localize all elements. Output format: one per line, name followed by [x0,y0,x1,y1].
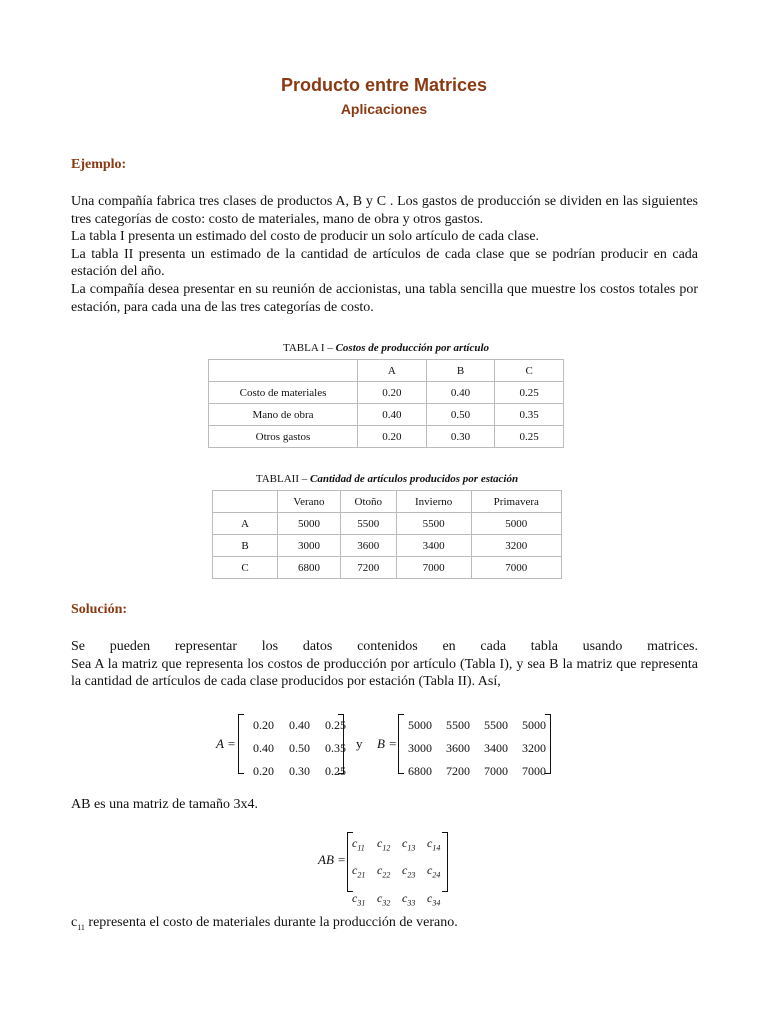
matrix-entry-symbol: c [377,863,383,878]
table1-caption-prefix: TABLA I – [283,342,336,354]
table-row [209,426,564,448]
table1 [208,359,564,448]
matrix-entry-symbol: c [402,863,408,878]
matrix-entry-subscript: 23 [407,870,416,880]
matrix-entry-symbol: c [402,890,408,905]
matrix-entry-subscript: 11 [357,843,365,853]
matrix-a-label: A = [216,736,236,751]
matrix-entry-subscript: 22 [382,870,391,880]
solution-text [71,638,698,691]
matrix-entry-subscript: 32 [382,898,391,908]
matrix-entry: 0.20 [253,718,274,732]
matrix-entry-symbol: c [352,836,358,850]
table-header-cell: B [426,360,495,382]
table-row [209,382,564,404]
table-cell: 3600 [340,535,396,557]
matrix-entry [352,832,377,859]
table-header-cell: A [358,360,427,382]
matrix-entry [402,859,427,886]
matrix-entry [377,832,402,859]
table-cell: 5000 [278,513,341,535]
table-cell: Mano de obra [209,404,358,426]
example-paragraph-3: La tabla II presenta un estimado de la cantidad de artículos de cada clase que se podrían producir en cada estación del año. [71,246,698,280]
table-header-cell: Verano [278,491,341,513]
matrix-a-right-bracket [338,714,344,774]
matrix-entry-symbol: c [352,890,358,905]
example-text [71,193,698,316]
table-cell: 6800 [278,557,341,579]
matrix-entry: 0.35 [325,741,346,755]
matrix-entry: 6800 [408,764,432,778]
table-row [209,404,564,426]
table-cell: 7000 [396,557,471,579]
table-cell: Costo de materiales [209,382,358,404]
matrix-entry: 5000 [408,718,432,732]
matrix-entry: 5000 [522,718,546,732]
table-cell: 0.20 [358,382,427,404]
matrix-entry: 7000 [484,764,508,778]
table-header-cell: Invierno [396,491,471,513]
table-cell: B [213,535,278,557]
table-cell: 7200 [340,557,396,579]
example-paragraph-4: La compañía desea presentar en su reunión de accionistas, una tabla sencilla que muestre los costos totales por estación, para cada una de las tres categorías de costo. [71,281,698,315]
matrix-entry-symbol: c [427,890,433,905]
matrix-b-label: B = [377,736,397,751]
solution-paragraph-2: Sea A la matriz que representa los costos de producción por artículo (Tabla I), y sea B la matriz que representa la cantidad de artículos de cada clase producidos por estación (Tabla II). Así, [71,656,698,690]
c11-symbol: c [71,915,78,930]
example-heading: Ejemplo: [71,157,127,172]
matrix-entry-subscript: 21 [357,870,366,880]
table-cell: 5500 [396,513,471,535]
page-subtitle: Aplicaciones [340,101,428,117]
table2-caption-prefix: TABLAII – [255,473,310,485]
matrix-entry-subscript: 24 [432,870,441,880]
matrix-entry: 3200 [522,741,546,755]
matrix-entry-subscript: 12 [382,843,391,853]
table-cell: 0.35 [495,404,564,426]
matrix-entry: 0.20 [253,764,274,778]
matrix-entry-symbol: c [427,836,433,850]
size-statement: AB es una matriz de tamaño 3x4. [71,797,259,812]
table-cell: 3400 [396,535,471,557]
page-title: Producto entre Matrices [280,75,488,95]
matrix-entry-symbol: c [377,836,383,850]
table-row [213,557,562,579]
table-cell: 0.40 [426,382,495,404]
matrix-ab-right-bracket [442,832,448,892]
example-paragraph-2: La tabla I presenta un estimado del costo de producir un solo artículo de cada clase. [71,229,540,245]
solution-heading: Solución: [71,602,128,617]
table-cell: 0.50 [426,404,495,426]
matrix-entry-subscript: 34 [432,898,441,908]
table-cell: 0.40 [358,404,427,426]
matrix-entry: 7200 [446,764,470,778]
matrix-entry: 7000 [522,764,546,778]
matrix-a-left-bracket [238,714,244,774]
table-header-cell: C [495,360,564,382]
table-cell: 3000 [278,535,341,557]
table-cell: 0.25 [495,426,564,448]
matrix-entry: 5500 [446,718,470,732]
table-cell: 5500 [340,513,396,535]
table-row [213,535,562,557]
table-cell: 0.30 [426,426,495,448]
matrix-ab [352,832,449,914]
matrix-entry: 0.40 [253,741,274,755]
c11-line [71,914,698,936]
table-cell: 3200 [471,535,561,557]
table-cell: 7000 [471,557,561,579]
matrix-entry [352,887,377,914]
table-cell: 0.25 [495,382,564,404]
matrix-entry: 0.50 [289,741,310,755]
table-header-cell [209,360,358,382]
matrix-conjunction: y [356,736,363,751]
matrix-entry: 0.25 [325,718,346,732]
matrix-entry: 3000 [408,741,432,755]
table2 [212,490,562,579]
table2-caption-title: Cantidad de artículos producidos por estación [310,473,519,485]
table-header-row [213,491,562,513]
matrix-entry [377,887,402,914]
matrix-entry-symbol: c [402,836,408,850]
matrix-entry-subscript: 13 [407,843,416,853]
c11-subscript: 11 [77,922,85,932]
table-cell: C [213,557,278,579]
matrix-b-right-bracket [545,714,551,774]
table2-caption [212,473,562,485]
matrix-entry [352,859,377,886]
table-row [213,513,562,535]
table-cell: 5000 [471,513,561,535]
table-cell: A [213,513,278,535]
matrix-entry: 0.25 [325,764,346,778]
matrix-entry: 0.30 [289,764,310,778]
matrix-entry [377,859,402,886]
table-header-cell: Otoño [340,491,396,513]
matrix-entry: 3400 [484,741,508,755]
matrix-entry-symbol: c [352,863,358,878]
matrix-entry [402,832,427,859]
table1-caption [208,342,564,354]
table-header-cell [213,491,278,513]
solution-paragraph-1: Se pueden representar los datos contenidos en cada tabla usando matrices. [71,639,698,654]
table-header-cell: Primavera [471,491,561,513]
matrix-entry-subscript: 14 [432,843,441,853]
table1-caption-title: Costos de producción por artículo [335,342,489,354]
c11-statement: representa el costo de materiales durante la producción de verano. [84,915,458,930]
matrix-entry: 3600 [446,741,470,755]
matrix-entry-symbol: c [427,863,433,878]
table-cell: 0.20 [358,426,427,448]
matrix-ab-label: AB = [318,852,346,867]
matrix-entry-subscript: 33 [407,898,416,908]
example-paragraph-1: Una compañía fabrica tres clases de productos A, B y C . Los gastos de producción se dividen en las siguientes tres categorías de costo: costo de materiales, mano de obra y otros gastos. [71,194,698,227]
matrix-entry: 0.40 [289,718,310,732]
matrix-entry: 5500 [484,718,508,732]
matrix-a [246,714,346,783]
matrix-entry [402,887,427,914]
matrix-b [400,714,546,783]
matrix-entry-symbol: c [377,890,383,905]
table-header-row [209,360,564,382]
matrix-entry-subscript: 31 [357,898,366,908]
table-cell: Otros gastos [209,426,358,448]
